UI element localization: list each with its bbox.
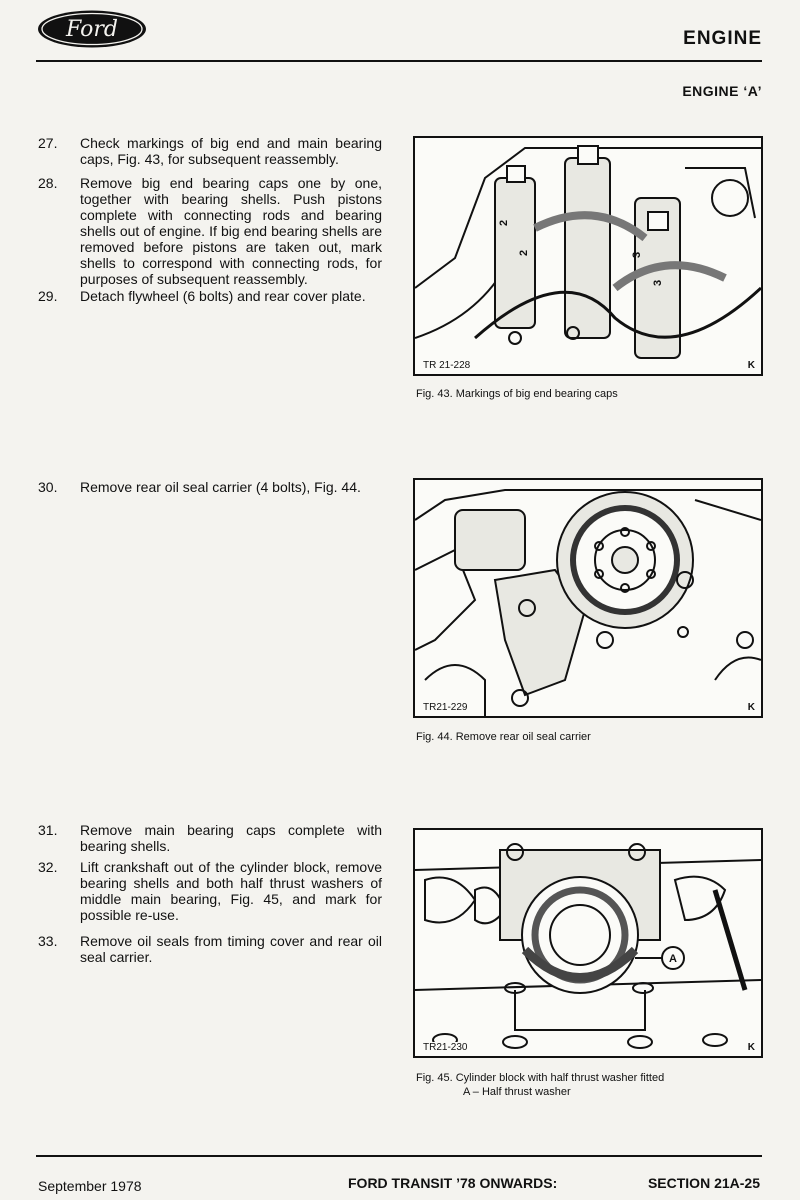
step-27 — [38, 135, 382, 167]
figure-45-legend: A – Half thrust washer — [463, 1086, 571, 1098]
cap-mark-label: 3 — [652, 279, 664, 286]
section-subtitle: ENGINE ‘A’ — [682, 83, 762, 99]
figure-44-illustration — [413, 478, 763, 718]
figure-reference: TR21-229 — [423, 702, 468, 713]
step-31 — [38, 822, 382, 854]
footer-rule — [36, 1155, 762, 1157]
step-32 — [38, 859, 382, 923]
footer-date: September 1978 — [38, 1178, 142, 1194]
figure-k-mark: K — [747, 702, 755, 713]
figure-reference: TR 21-228 — [423, 360, 471, 371]
step-text: Check markings of big end and main bearing caps, Fig. 43, for subsequent reassembly. — [80, 135, 382, 167]
step-number: 31. — [38, 822, 58, 838]
figure-44-caption: Fig. 44. Remove rear oil seal carrier — [416, 731, 591, 743]
step-text: Lift crankshaft out of the cylinder block, remove bearing shells and both half thrust washers of middle main bearing, Fig. 45, and mark for possible re-use. — [80, 859, 382, 923]
cap-mark-label: 3 — [631, 251, 643, 258]
step-text: Remove main bearing caps complete with bearing shells. — [80, 822, 382, 854]
step-number: 29. — [38, 288, 58, 304]
callout-a: A — [669, 953, 677, 965]
bearing-caps-drawing — [415, 138, 761, 374]
step-number: 30. — [38, 479, 58, 495]
figure-45-illustration — [413, 828, 763, 1058]
step-number: 33. — [38, 933, 58, 949]
footer-section: SECTION 21A-25 — [647, 1175, 760, 1191]
header-rule — [36, 60, 762, 62]
footer-publication: FORD TRANSIT ’78 ONWARDS: — [348, 1175, 558, 1191]
step-text: Remove big end bearing caps one by one, together with bearing shells. Push pistons complete with connecting rods and bearing shells out of engine. If big end bearing shells are removed before pistons are taken out, mark shells to correspond with connecting rods, for purposes of subsequent reassembly. — [80, 175, 382, 287]
figure-k-mark: K — [747, 1042, 755, 1053]
figure-45-caption: Fig. 45. Cylinder block with half thrust washer fitted — [416, 1072, 665, 1084]
ford-logo — [36, 9, 148, 49]
figure-reference: TR21-230 — [423, 1042, 468, 1053]
figure-43-caption: Fig. 43. Markings of big end bearing caps — [416, 388, 618, 400]
page-title: ENGINE — [683, 28, 762, 49]
step-29 — [38, 288, 382, 304]
step-33 — [38, 933, 382, 965]
step-text: Remove rear oil seal carrier (4 bolts), Fig. 44. — [80, 479, 361, 495]
cylinder-block-drawing — [415, 830, 761, 1056]
step-30 — [38, 479, 382, 495]
cap-mark-label: 2 — [498, 219, 510, 226]
logo-text: Ford — [66, 17, 118, 42]
step-28 — [38, 175, 382, 287]
figure-k-mark: K — [747, 360, 755, 371]
cap-mark-label: 2 — [518, 249, 530, 256]
step-text: Remove oil seals from timing cover and rear oil seal carrier. — [80, 933, 382, 965]
step-number: 32. — [38, 859, 58, 875]
step-text: Detach flywheel (6 bolts) and rear cover plate. — [80, 288, 366, 304]
oil-seal-carrier-drawing — [415, 480, 761, 716]
step-number: 27. — [38, 135, 58, 151]
figure-43-illustration — [413, 136, 763, 376]
step-number: 28. — [38, 175, 58, 191]
